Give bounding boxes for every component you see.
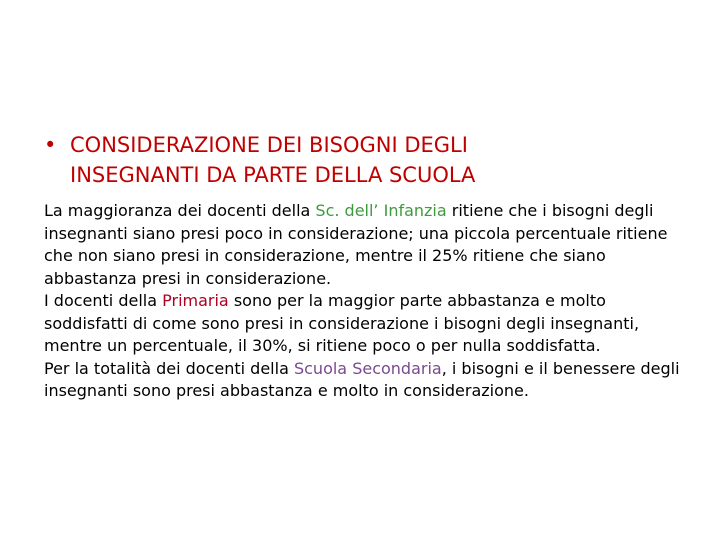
- slide-body: [44, 200, 684, 403]
- paragraph-text: sono per la maggior parte abbastanza e molto soddisfatti di come sono presi in considerazione i bisogni degli insegnanti, mentre un percentuale, il 30%, si ritiene poco o per nulla soddisfatta.: [44, 291, 640, 355]
- paragraph-text: La maggioranza dei docenti della: [44, 201, 316, 220]
- heading-line-1: CONSIDERAZIONE DEI BISOGNI DEGLI: [70, 133, 468, 157]
- paragraph-primaria: [44, 290, 684, 358]
- highlight-secondaria: Scuola Secondaria: [293, 358, 442, 378]
- paragraph-secondaria: [44, 358, 684, 403]
- paragraph-text: ritiene che i bisogni degli insegnanti siano presi poco in considerazione; una piccola percentuale ritiene che non siano presi in considerazione, mentre il 25% ritiene che siano abbastanza presi in considerazione.: [44, 201, 668, 288]
- heading-text: [70, 130, 664, 190]
- highlight-infanzia: Sc. dell’ Infanzia: [315, 201, 447, 220]
- heading-line-2: INSEGNANTI DA PARTE DELLA SCUOLA: [70, 163, 476, 187]
- slide-heading: [44, 130, 664, 190]
- highlight-primaria: Primaria: [162, 291, 229, 310]
- paragraph-text: I docenti della: [44, 291, 163, 310]
- paragraph-infanzia: [44, 200, 684, 290]
- paragraph-text: , i bisogni e il benessere degli insegnanti sono presi abbastanza e molto in considerazione.: [44, 358, 680, 400]
- paragraph-text: Per la totalità dei docenti della: [44, 358, 294, 378]
- bullet-icon: •: [44, 133, 57, 157]
